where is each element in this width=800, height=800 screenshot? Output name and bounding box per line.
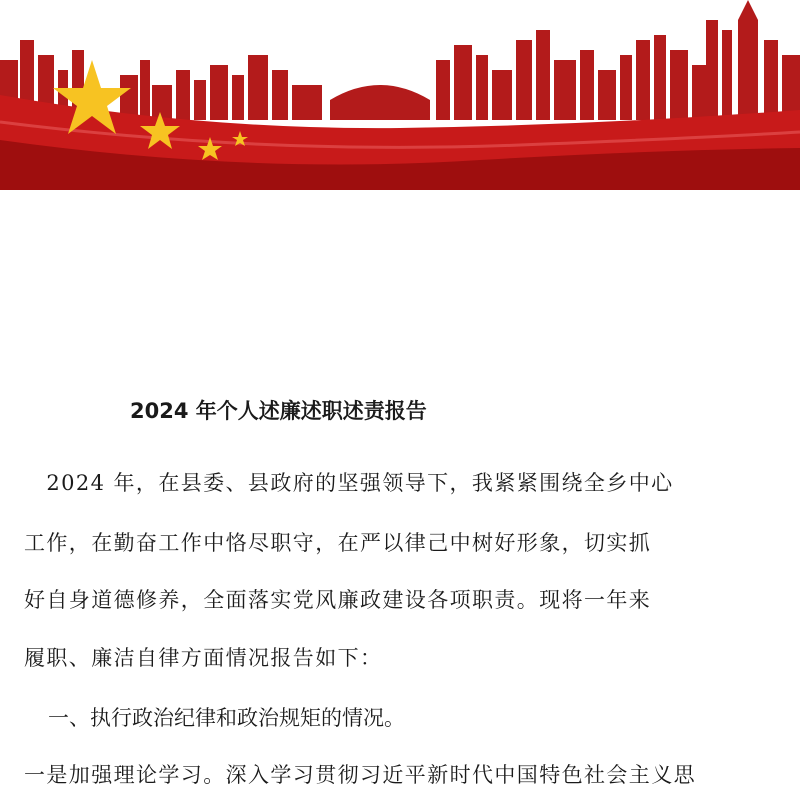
- paragraph-line: 工作，在勤奋工作中恪尽职守，在严以律己中树好形象，切实抓: [24, 531, 652, 555]
- document-title: 2024 年个人述廉述职述责报告: [130, 399, 427, 423]
- paragraph-line: 履职、廉洁自律方面情况报告如下：: [24, 646, 383, 670]
- city-skyline-icon: [0, 0, 800, 120]
- paragraph-line: 一是加强理论学习。深入学习贯彻习近平新时代中国特色社会主义思: [24, 763, 696, 787]
- paragraph-line: 好自身道德修养，全面落实党风廉政建设各项职责。现将一年来: [24, 588, 652, 612]
- header-banner: [0, 0, 800, 190]
- section-heading: 一、执行政治纪律和政治规矩的情况。: [48, 706, 405, 730]
- paragraph-line: 2024 年，在县委、县政府的坚强领导下，我紧紧围绕全乡中心: [24, 471, 674, 495]
